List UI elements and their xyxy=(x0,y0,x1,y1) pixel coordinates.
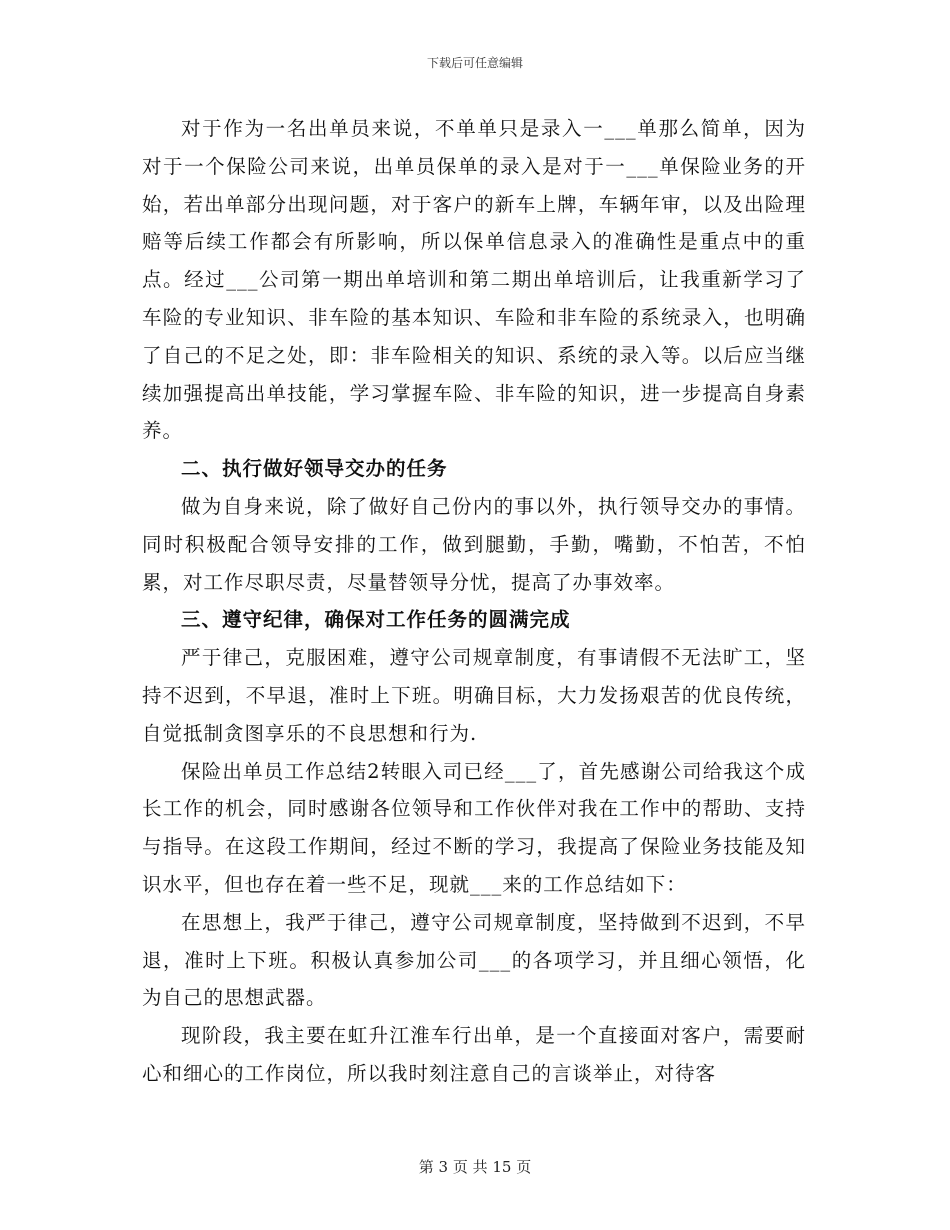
paragraph-1: 对于作为一名出单员来说，不单单只是录入一___单那么简单，因为对于一个保险公司来说，出单员保单的录入是对于一___单保险业务的开始，若出单部分出现问题，对于客户的新车上牌，车辆年审，以及出险理赔等后续工作都会有所影响，所以保单信息录入的准确性是重点中的重点。经过___公司第一期出单培训和第二期出单培训后，让我重新学习了车险的专业知识、非车险的基本知识、车险和非车险的系统录入，也明确了自己的不足之处，即：非车险相关的知识、系统的录入等。以后应当继续加强提高出单技能，学习掌握车险、非车险的知识，进一步提高自身素养。 xyxy=(142,117,806,443)
document-body xyxy=(142,110,806,1093)
paragraph-6: 现阶段，我主要在虹升江淮车行出单，是一个直接面对客户，需要耐心和细心的工作岗位，所以我时刻注意自己的言谈举止，对待客 xyxy=(142,1024,806,1085)
paragraph-3: 严于律己，克服困难，遵守公司规章制度，有事请假不无法旷工，坚持不迟到，不早退，准时上下班。明确目标，大力发扬艰苦的优良传统，自觉抵制贪图享乐的不良思想和行为. xyxy=(142,646,806,745)
section-heading-3: 三、遵守纪律，确保对工作任务的圆满完成 xyxy=(181,608,571,632)
page-header: 下载后可任意编辑 xyxy=(426,56,523,70)
paragraph-5: 在思想上，我严于律己，遵守公司规章制度，坚持做到不迟到，不早退，准时上下班。积极认真参加公司___的各项学习，并且细心领悟，化为自己的思想武器。 xyxy=(142,910,806,1010)
page-number: 第 3 页 共 15 页 xyxy=(418,1158,532,1176)
section-heading-2: 二、执行做好领导交办的任务 xyxy=(181,457,448,481)
paragraph-2: 做为自身来说，除了做好自己份内的事以外，执行领导交办的事情。同时积极配合领导安排的工作，做到腿勤，手勤，嘴勤，不怕苦，不怕累，对工作尽职尽责，尽量替领导分忧，提高了办事效率。 xyxy=(142,494,806,594)
paragraph-4: 保险出单员工作总结2转眼入司已经___了，首先感谢公司给我这个成长工作的机会，同时感谢各位领导和工作伙伴对我在工作中的帮助、支持与指导。在这段工作期间，经过不断的学习，我提高了保险业务技能及知识水平，但也存在着一些不足，现就___来的工作总结如下： xyxy=(142,759,806,896)
